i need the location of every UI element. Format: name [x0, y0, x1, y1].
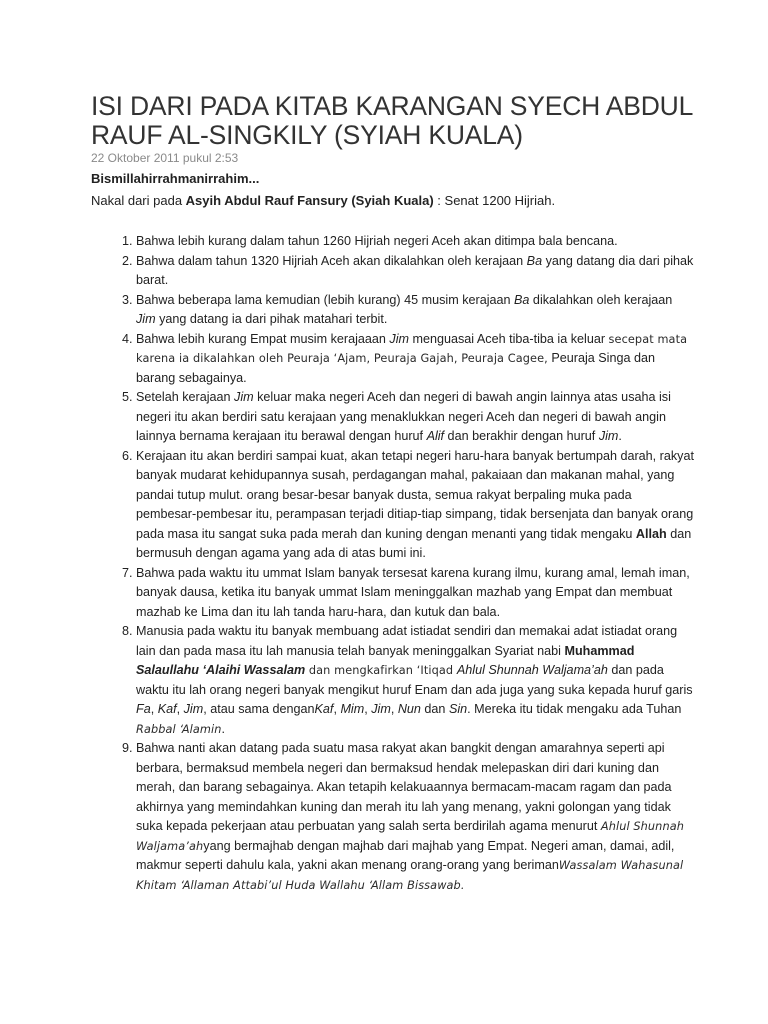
list-item [136, 232, 695, 252]
item-text: . [618, 429, 622, 443]
item-text-alt-font: secepat mata karena ia dikalahkan oleh Peuraja ‘Ajam, Peuraja Gajah, Peuraja Cagee, [136, 332, 688, 365]
item-text: yang datang dia dari pihak barat. [136, 253, 694, 287]
item-emphasis: Jim [389, 331, 409, 346]
item-text: dan [420, 702, 449, 716]
item-text: , [364, 702, 372, 716]
item-text: . [221, 721, 226, 736]
list-item [136, 564, 695, 623]
bismillah-line: Bismillahirrahmanirrahim... [91, 171, 260, 186]
item-text: , [333, 702, 341, 716]
item-emphasis: Ba [514, 292, 530, 307]
source-prefix: Nakal dari pada [91, 193, 186, 208]
item-text: yang bermajhab dengan majhab dari majhab yang Empat. Negeri aman, damai, adil, makmur seperti dahulu kala, yakni akan menang orang-orang yang beriman [136, 838, 675, 872]
item-text: dikalahkan oleh kerajaan [529, 292, 673, 307]
list-item [136, 447, 695, 564]
item-emphasis-alt-font: Wassalam Wahasunal Khitam ‘Allaman Attabi’ul Huda Wallahu ‘Allam Bissawab. [136, 859, 684, 892]
article [91, 92, 695, 895]
item-text: , atau sama dengan [203, 702, 315, 716]
item-text: Bahwa dalam tahun 1320 Hijriah Aceh akan dikalahkan oleh kerajaan [136, 253, 527, 268]
item-text: menguasai Aceh tiba-tiba ia keluar [409, 331, 609, 346]
item-text: yang datang ia dari pihak matahari terbit. [155, 312, 388, 326]
list-item [136, 330, 695, 389]
item-emphasis-alt-font: Rabbal ‘Alamin [136, 722, 222, 736]
article-title: ISI DARI PADA KITAB KARANGAN SYECH ABDUL RAUF AL-SINGKILY (SYIAH KUALA) [91, 91, 693, 150]
item-emphasis: Jim [371, 702, 391, 716]
item-text: . Mereka itu tidak mengaku ada Tuhan [467, 702, 682, 716]
item-text: Bahwa pada waktu itu ummat Islam banyak tersesat karena kurang ilmu, kurang amal, lemah iman, banyak dausa, ketika itu banyak ummat Islam meninggalkan mazhab yang Empat dan membuat mazhab ke Lima dan itu lah tanda haru-hara, dan kutuk dan bala. [136, 565, 690, 619]
item-emphasis: Sin [448, 702, 468, 716]
source-line [91, 192, 695, 210]
list-item [136, 622, 695, 739]
prophecy-list [91, 232, 695, 895]
item-emphasis: Jim [234, 390, 254, 404]
item-emphasis: Kaf [157, 702, 177, 716]
item-text: keluar maka negeri Aceh dan negeri di bawah angin lainnya atas usaha isi negeri itu akan berdiri satu kerajaan yang menaklukkan negeri Aceh dan negeri di bawah angin lainnya bernama kerajaan itu berawal dengan huruf [136, 390, 671, 443]
list-item [136, 291, 695, 330]
item-text: Setelah kerajaan [136, 390, 235, 404]
item-text: Bahwa lebih kurang dalam tahun 1260 Hijriah negeri Aceh akan ditimpa bala bencana. [136, 234, 618, 248]
list-item [136, 388, 695, 447]
item-emphasis: Ba [526, 253, 543, 268]
item-text: , [176, 702, 184, 716]
item-text: Bahwa beberapa lama kemudian (lebih kurang) 45 musim kerajaan [136, 292, 515, 307]
item-text: Bahwa lebih kurang Empat musim kerajaaan [136, 331, 390, 346]
item-emphasis: Jim [598, 429, 619, 443]
item-emphasis: Nun [397, 702, 421, 716]
item-emphasis: Fa [136, 702, 151, 716]
list-item [136, 252, 695, 291]
item-emphasis: Mim [340, 702, 365, 716]
item-text: , [150, 702, 158, 716]
item-text: Kerajaan itu akan berdiri sampai kuat, akan tetapi negeri haru-hara banyak bertumpah darah, rakyat banyak mudarat kehidupannya susah, perdagangan mahal, pakaiaan dan makanan mahal, yang pandai tutup mulut. orang besar-besar banyak dusta, semua rakyat berpaling muka pada pembesar-pembesar itu, perampasan terjadi ditiap-tiap simpang, tidak bersenjata dan banyak orang pada masa itu sangat suka pada merah dan kuning dengan menanti yang tidak mengaku [136, 448, 694, 541]
item-emphasis: Ahlul Shunnah Waljama’ah [456, 663, 608, 677]
item-emphasis: Jim [183, 702, 204, 716]
item-text: Peuraja Singa dan barang sebagainya. [136, 351, 655, 385]
source-name: Asyih Abdul Rauf Fansury (Syiah Kuala) [185, 193, 434, 208]
source-suffix: : Senat 1200 Hijriah. [433, 193, 556, 208]
list-item [136, 739, 695, 895]
item-text: dan bermusuh dengan agama yang ada di atas bumi ini. [136, 526, 692, 560]
item-text-alt-font: dan mengkafirkan ‘Itiqad [305, 664, 457, 677]
item-text: Manusia pada waktu itu banyak membuang adat istiadat sendiri dan memakai adat istiadat orang lain dan pada masa itu lah manusia telah banyak meninggalkan Syariat nabi [136, 624, 678, 658]
item-text: dan berakhir dengan huruf [444, 429, 599, 443]
item-strong-emphasis: Salaullahu ‘Alaihi Wassalam [136, 663, 306, 677]
item-strong: Muhammad [564, 643, 635, 658]
item-emphasis: Jim [136, 312, 156, 326]
item-emphasis-alt-font: Ahlul Shunnah Waljama’ah [136, 820, 684, 853]
item-text: dan pada waktu itu lah orang negeri banyak mengikut huruf Enam dan ada juga yang suka kepada huruf garis [136, 663, 693, 697]
item-emphasis: Alif [426, 429, 445, 443]
item-text: , [390, 702, 398, 716]
item-text: Bahwa nanti akan datang pada suatu masa rakyat akan bangkit dengan amarahnya seperti api berbara, bermaksud membela negeri dan bermaksud hendak melepaskan diri dari kuning dan merah, dan barang sebagainya. Akan tetapih kelakuaannya bermacam-macam ragam dan pada akhirnya yang memindahkan kuning dan merah itu lah yang menang, yakni golongan yang tidak suka kepada pekerjaan atau perbuatan yang salah serta berdirilah agama menurut [136, 741, 672, 833]
article-date: 22 Oktober 2011 pukul 2:53 [91, 151, 239, 165]
item-emphasis: Kaf [314, 702, 334, 716]
item-strong: Allah [635, 526, 667, 541]
